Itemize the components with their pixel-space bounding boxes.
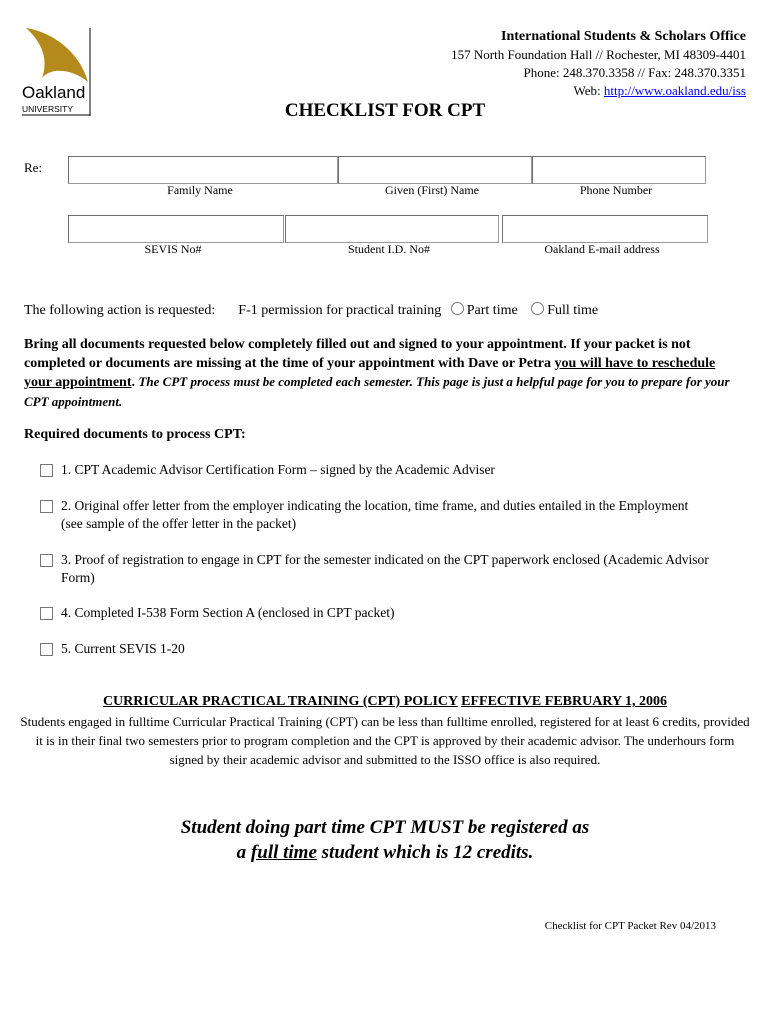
- action-request-line: [24, 302, 598, 319]
- office-name: International Students & Scholars Office: [501, 29, 746, 44]
- re-label: Re:: [24, 160, 43, 175]
- revision-footer: Checklist for CPT Packet Rev 04/2013: [544, 920, 716, 932]
- emphasis-line-1: Student doing part time CPT MUST be registered as: [180, 817, 590, 838]
- policy-heading-title: CURRICULAR PRACTICAL TRAINING (CPT) POLICY: [102, 694, 458, 709]
- instructions-period: .: [131, 375, 135, 390]
- instructions-italic: The CPT process must be completed each semester. This page is just a helpful page for you to prepare for your CPT appointment.: [24, 374, 730, 409]
- action-label: The following action is requested:: [24, 303, 216, 318]
- checklist-item: [40, 551, 741, 587]
- student-id-label: Student I.D. No#: [348, 242, 430, 256]
- logo-text-university: UNIVERSITY: [22, 104, 74, 114]
- permission-text: F-1 permission for practical training: [238, 303, 442, 318]
- family-name-field[interactable]: [68, 156, 338, 184]
- given-name-label: Given (First) Name: [385, 183, 479, 197]
- office-web: [451, 82, 746, 100]
- checkbox[interactable]: [40, 500, 53, 513]
- web-label: Web:: [573, 83, 601, 98]
- part-time-label: Part time: [466, 303, 518, 318]
- office-address: 157 North Foundation Hall // Rochester, MI 48309-4401: [451, 47, 746, 62]
- checkbox[interactable]: [40, 464, 53, 477]
- email-field[interactable]: [502, 215, 708, 243]
- emphasis-line-2: [0, 840, 770, 865]
- checklist-item-text: 4. Completed I-538 Form Section A (enclosed in CPT packet): [61, 605, 395, 620]
- checklist-item: [40, 604, 741, 622]
- family-name-label: Family Name: [167, 183, 233, 197]
- full-time-emphasis: [0, 815, 770, 865]
- sevis-number-label: SEVIS No#: [144, 242, 202, 256]
- instructions-paragraph: [24, 336, 746, 412]
- sevis-number-field[interactable]: [68, 215, 284, 243]
- emphasis-underline: full time: [250, 842, 317, 863]
- checklist-item: [40, 640, 741, 658]
- emphasis-pre: a: [236, 842, 247, 863]
- checkbox[interactable]: [40, 643, 53, 656]
- checkbox[interactable]: [40, 607, 53, 620]
- instructions-bold: Bring all documents requested below completely filled out and signed to your appointment. If your packet is not completed or documents are missing at the time of your appointment with Dave or Petra: [24, 337, 691, 371]
- checkbox[interactable]: [40, 554, 53, 567]
- student-id-field[interactable]: [285, 215, 499, 243]
- office-contact-block: [451, 28, 746, 100]
- office-phone-fax: Phone: 248.370.3358 // Fax: 248.370.3351: [523, 65, 746, 80]
- required-documents-heading: Required documents to process CPT:: [24, 427, 246, 442]
- page-title: CHECKLIST FOR CPT: [284, 100, 486, 121]
- policy-body: Students engaged in fulltime Curricular Practical Training (CPT) can be less than fulltime enrolled, registered for at least 6 credits, provided it is in their final two semesters prior to program completion and the CPT is approved by their academic advisor. The underhours form signed by their academic advisor and submitted to the ISSO office is also required.: [20, 714, 750, 767]
- emphasis-post: student which is 12 credits.: [321, 842, 534, 863]
- policy-heading: [0, 694, 770, 710]
- phone-number-field[interactable]: [532, 156, 706, 184]
- checklist-item-text: 2. Original offer letter from the employer indicating the location, time frame, and duties entailed in the Employment (see sample of the offer letter in the packet): [61, 498, 689, 531]
- checklist-item: [40, 497, 701, 533]
- phone-number-label: Phone Number: [579, 183, 653, 197]
- checklist-item-text: 3. Proof of registration to engage in CPT for the semester indicated on the CPT paperwork enclosed (Academic Advisor Form): [61, 552, 709, 585]
- instructions-underline: you will have to reschedule your appointment: [24, 355, 716, 390]
- part-time-radio[interactable]: [451, 302, 464, 315]
- full-time-radio[interactable]: [531, 302, 544, 315]
- logo-text-oakland: Oakland: [22, 83, 86, 102]
- web-link[interactable]: http://www.oakland.edu/iss: [603, 83, 746, 98]
- policy-heading-date: EFFECTIVE FEBRUARY 1, 2006: [461, 694, 668, 709]
- email-label: Oakland E-mail address: [544, 242, 660, 256]
- checklist-item: [40, 461, 741, 479]
- given-name-field[interactable]: [338, 156, 532, 184]
- checklist-item-text: 5. Current SEVIS 1-20: [61, 641, 185, 656]
- checklist-item-text: 1. CPT Academic Advisor Certification Form – signed by the Academic Adviser: [61, 462, 495, 477]
- full-time-label: Full time: [547, 303, 599, 318]
